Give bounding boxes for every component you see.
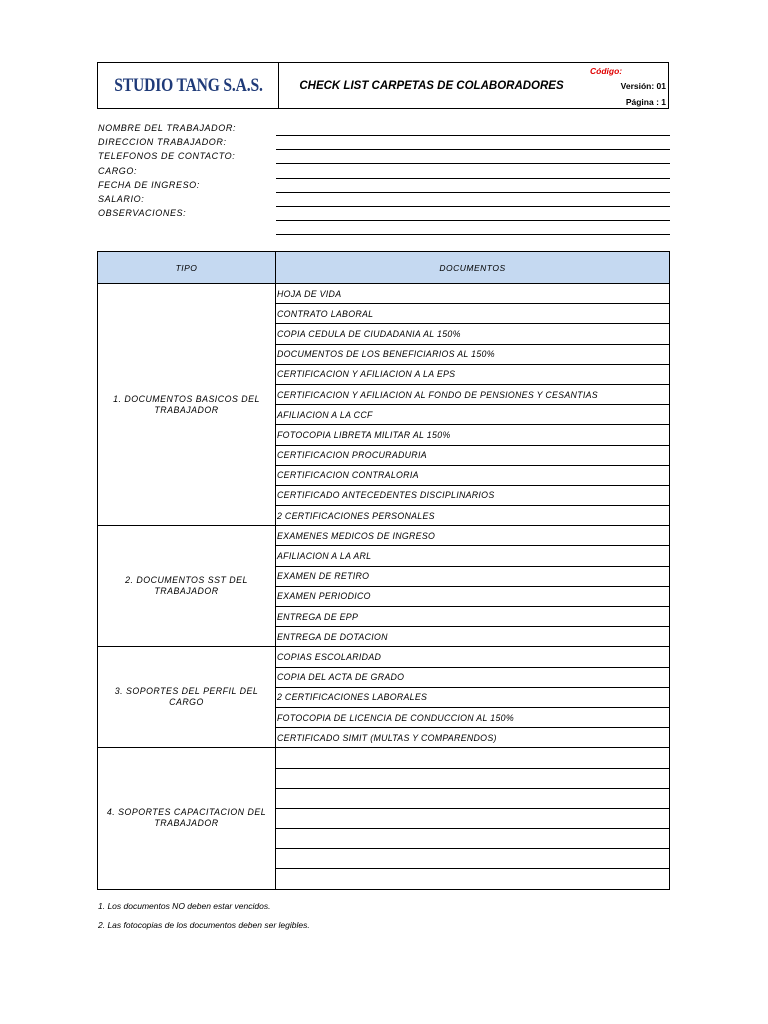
- field-line-observaciones-extra[interactable]: [276, 234, 670, 235]
- document-cell: COPIAS ESCOLARIDAD: [276, 647, 670, 667]
- field-label-fecha-ingreso: FECHA DE INGRESO:: [98, 180, 200, 190]
- document-cell: AFILIACION A LA ARL: [276, 546, 670, 566]
- table-row: [98, 748, 670, 768]
- tipo-cell: 2. DOCUMENTOS SST DEL TRABAJADOR: [98, 526, 276, 647]
- document-cell: DOCUMENTOS DE LOS BENEFICIARIOS AL 150%: [276, 344, 670, 364]
- document-cell: 2 CERTIFICACIONES PERSONALES: [276, 506, 670, 526]
- field-label-nombre: NOMBRE DEL TRABAJADOR:: [98, 123, 237, 133]
- field-label-telefonos: TELEFONOS DE CONTACTO:: [98, 151, 236, 161]
- field-label-observaciones: OBSERVACIONES:: [98, 208, 187, 218]
- column-header-documentos: DOCUMENTOS: [276, 252, 670, 284]
- document-cell: EXAMENES MEDICOS DE INGRESO: [276, 526, 670, 546]
- table-header-row: [98, 252, 670, 284]
- document-cell: CERTIFICACION Y AFILIACION AL FONDO DE PENSIONES Y CESANTIAS: [276, 384, 670, 404]
- document-cell: CERTIFICACION Y AFILIACION A LA EPS: [276, 364, 670, 384]
- field-line-observaciones[interactable]: [276, 220, 670, 221]
- document-cell: CERTIFICADO ANTECEDENTES DISCIPLINARIOS: [276, 485, 670, 505]
- version-label: Versión: 01: [620, 81, 666, 91]
- document-cell: ENTREGA DE EPP: [276, 607, 670, 627]
- document-cell: CERTIFICACION CONTRALORIA: [276, 465, 670, 485]
- field-label-direccion: DIRECCION TRABAJADOR:: [98, 137, 227, 147]
- field-label-salario: SALARIO:: [98, 194, 145, 204]
- field-line-salario[interactable]: [276, 206, 670, 207]
- table-row: [98, 647, 670, 667]
- document-cell: [276, 829, 670, 849]
- document-cell: FOTOCOPIA DE LICENCIA DE CONDUCCION AL 150%: [276, 707, 670, 727]
- field-label-cargo: CARGO:: [98, 166, 138, 176]
- document-header: [97, 62, 669, 109]
- document-cell: [276, 808, 670, 828]
- document-title: CHECK LIST CARPETAS DE COLABORADORES: [299, 79, 564, 92]
- document-cell: EXAMEN PERIODICO: [276, 586, 670, 606]
- field-line-telefonos[interactable]: [276, 163, 670, 164]
- document-cell: FOTOCOPIA LIBRETA MILITAR AL 150%: [276, 425, 670, 445]
- checklist-table: [97, 251, 670, 890]
- column-header-tipo: TIPO: [98, 252, 276, 284]
- document-cell: [276, 849, 670, 869]
- document-cell: CONTRATO LABORAL: [276, 304, 670, 324]
- document-meta: [584, 63, 668, 108]
- document-cell: [276, 748, 670, 768]
- company-logo: [98, 63, 279, 108]
- document-cell: EXAMEN DE RETIRO: [276, 566, 670, 586]
- document-cell: HOJA DE VIDA: [276, 284, 670, 304]
- tipo-cell: 4. SOPORTES CAPACITACION DEL TRABAJADOR: [98, 748, 276, 889]
- tipo-cell: 1. DOCUMENTOS BASICOS DEL TRABAJADOR: [98, 284, 276, 526]
- note-2: 2. Las fotocopias de los documentos deben ser legibles.: [98, 920, 310, 930]
- table-body: [98, 284, 670, 890]
- field-line-nombre[interactable]: [276, 135, 670, 136]
- table-row: [98, 526, 670, 546]
- document-cell: [276, 788, 670, 808]
- pagina-label: Página : 1: [625, 97, 666, 107]
- document-cell: 2 CERTIFICACIONES LABORALES: [276, 687, 670, 707]
- field-line-fecha-ingreso[interactable]: [276, 192, 670, 193]
- document-cell: COPIA CEDULA DE CIUDADANIA AL 150%: [276, 324, 670, 344]
- field-line-cargo[interactable]: [276, 178, 670, 179]
- document-cell: AFILIACION A LA CCF: [276, 405, 670, 425]
- codigo-label: Código:: [590, 66, 623, 76]
- document-cell: COPIA DEL ACTA DE GRADO: [276, 667, 670, 687]
- document-cell: CERTIFICACION PROCURADURIA: [276, 445, 670, 465]
- document-cell: [276, 869, 670, 889]
- tipo-cell: 3. SOPORTES DEL PERFIL DEL CARGO: [98, 647, 276, 748]
- document-cell: ENTREGA DE DOTACION: [276, 627, 670, 647]
- table-row: [98, 284, 670, 304]
- document-cell: [276, 768, 670, 788]
- note-1: 1. Los documentos NO deben estar vencidos.: [98, 901, 271, 911]
- document-cell: CERTIFICADO SIMIT (MULTAS Y COMPARENDOS): [276, 728, 670, 748]
- field-line-direccion[interactable]: [276, 149, 670, 150]
- company-name: STUDIO TANG S.A.S.: [113, 74, 263, 96]
